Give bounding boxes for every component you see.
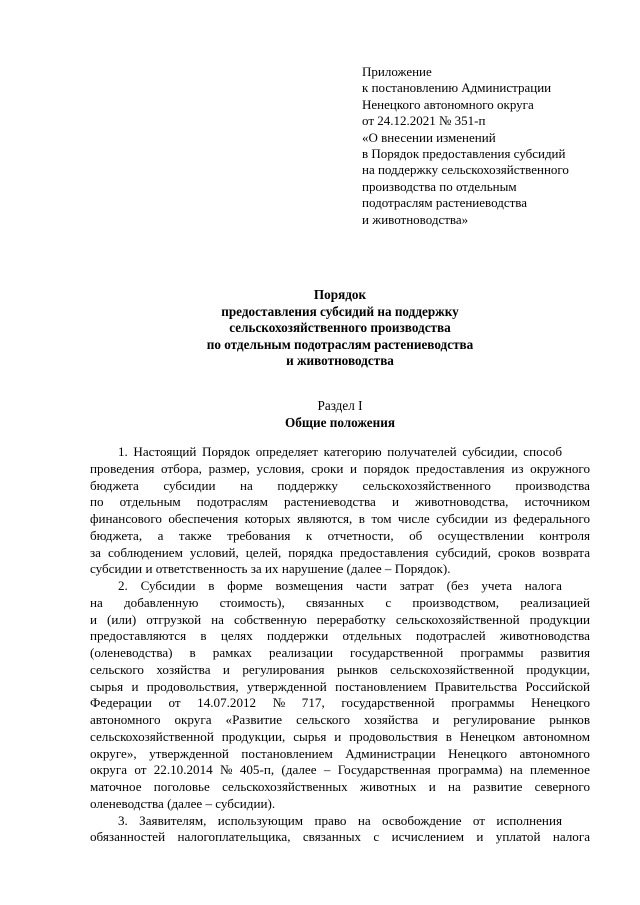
paragraph-line: и (или) отгрузкой на собственную переработку сельскохозяйственной продукции xyxy=(90,611,590,627)
paragraph-line: сельского хозяйства и регулирования рынков сельскохозяйственной продукции, xyxy=(90,661,590,677)
paragraph-line: сельскохозяйственной продукции, сырья и продовольствия в Ненецком автономном xyxy=(90,728,590,744)
paragraph-line: за соблюдением условий, целей, порядка предоставления субсидий, сроков возврата xyxy=(90,544,591,560)
appendix-header xyxy=(362,64,622,228)
paragraph-line: оленеводства (далее – субсидии). xyxy=(90,795,276,811)
paragraph-line: по отдельным подотраслям растениеводства и животноводства, источником xyxy=(90,494,591,510)
appendix-line: и животноводства» xyxy=(362,211,469,227)
title-line: и животноводства xyxy=(286,353,394,369)
appendix-line: Приложение xyxy=(362,64,432,79)
paragraph-line: проведения отбора, размер, условия, сроки и порядок предоставления из окружного xyxy=(90,460,590,476)
section-number: Раздел I xyxy=(317,398,363,413)
appendix-line: «О внесении изменений xyxy=(362,129,496,145)
appendix-line: в Порядок предоставления субсидий xyxy=(362,146,566,162)
appendix-line: на поддержку сельскохозяйственного xyxy=(362,162,569,178)
appendix-line: подотраслям растениеводства xyxy=(362,195,528,211)
title-line: Порядок xyxy=(313,287,367,302)
title-line: предоставления субсидий на поддержку xyxy=(221,303,459,319)
paragraph-line: на добавленную стоимость), связанных с производством, реализацией xyxy=(90,594,591,610)
title-line: сельскохозяйственного производства xyxy=(229,320,451,336)
appendix-line: производства по отдельным xyxy=(362,178,517,194)
appendix-line: Ненецкого автономного округа xyxy=(362,96,534,112)
document-title xyxy=(90,287,590,370)
paragraph-line: предоставляются в целях поддержки отдельных подотраслей животноводства xyxy=(90,628,590,644)
paragraph-line: округе», утвержденной постановлением Администрации Ненецкого автономного xyxy=(90,745,590,761)
appendix-line: от 24.12.2021 № 351-п xyxy=(362,113,486,129)
section-header xyxy=(90,398,590,432)
paragraph-line: финансового обеспечения которых являются, в том числе субсидии из федерального xyxy=(90,511,591,526)
paragraph-line: (оленеводства) в рамках реализации государственной программы развития xyxy=(90,645,591,660)
paragraph-line: 3. Заявителям, использующим право на освобождение от исполнения xyxy=(118,812,562,828)
title-line: по отдельным подотраслям растениеводства xyxy=(206,336,474,352)
paragraph-line: маточное поголовье сельскохозяйственных животных и на развитие северного xyxy=(90,779,591,794)
section-heading: Общие положения xyxy=(285,414,395,430)
paragraph-line: субсидии и ответственность за их нарушение (далее – Порядок). xyxy=(90,561,451,577)
document-body xyxy=(90,444,590,846)
paragraph-1 xyxy=(90,444,590,578)
paragraph-line: 2. Субсидии в форме возмещения части затрат (без учета налога xyxy=(118,578,562,593)
paragraph-line: 1. Настоящий Порядок определяет категорию получателей субсидии, способ xyxy=(118,444,562,459)
paragraph-line: бюджета, а также требования к отчетности, об осуществлении контроля xyxy=(90,527,591,543)
paragraph-line: обязанностей налогоплательщика, связанных с исчислением и уплатой налога xyxy=(90,829,591,845)
appendix-line: к постановлению Администрации xyxy=(362,80,552,96)
paragraph-line: Федерации от 14.07.2012 № 717, государственной программы Ненецкого xyxy=(90,695,591,711)
paragraph-line: автономного округа «Развитие сельского хозяйства и регулирование рынков xyxy=(90,712,591,727)
paragraph-line: сырья и продовольствия, утвержденной постановлением Правительства Российской xyxy=(90,678,590,694)
paragraph-3 xyxy=(90,813,590,847)
paragraph-line: бюджета субсидии на поддержку сельскохозяйственного производства xyxy=(90,477,590,493)
paragraph-line: округа от 22.10.2014 № 405-п, (далее – Государственная программа) на племенное xyxy=(90,762,590,778)
paragraph-2 xyxy=(90,578,590,813)
